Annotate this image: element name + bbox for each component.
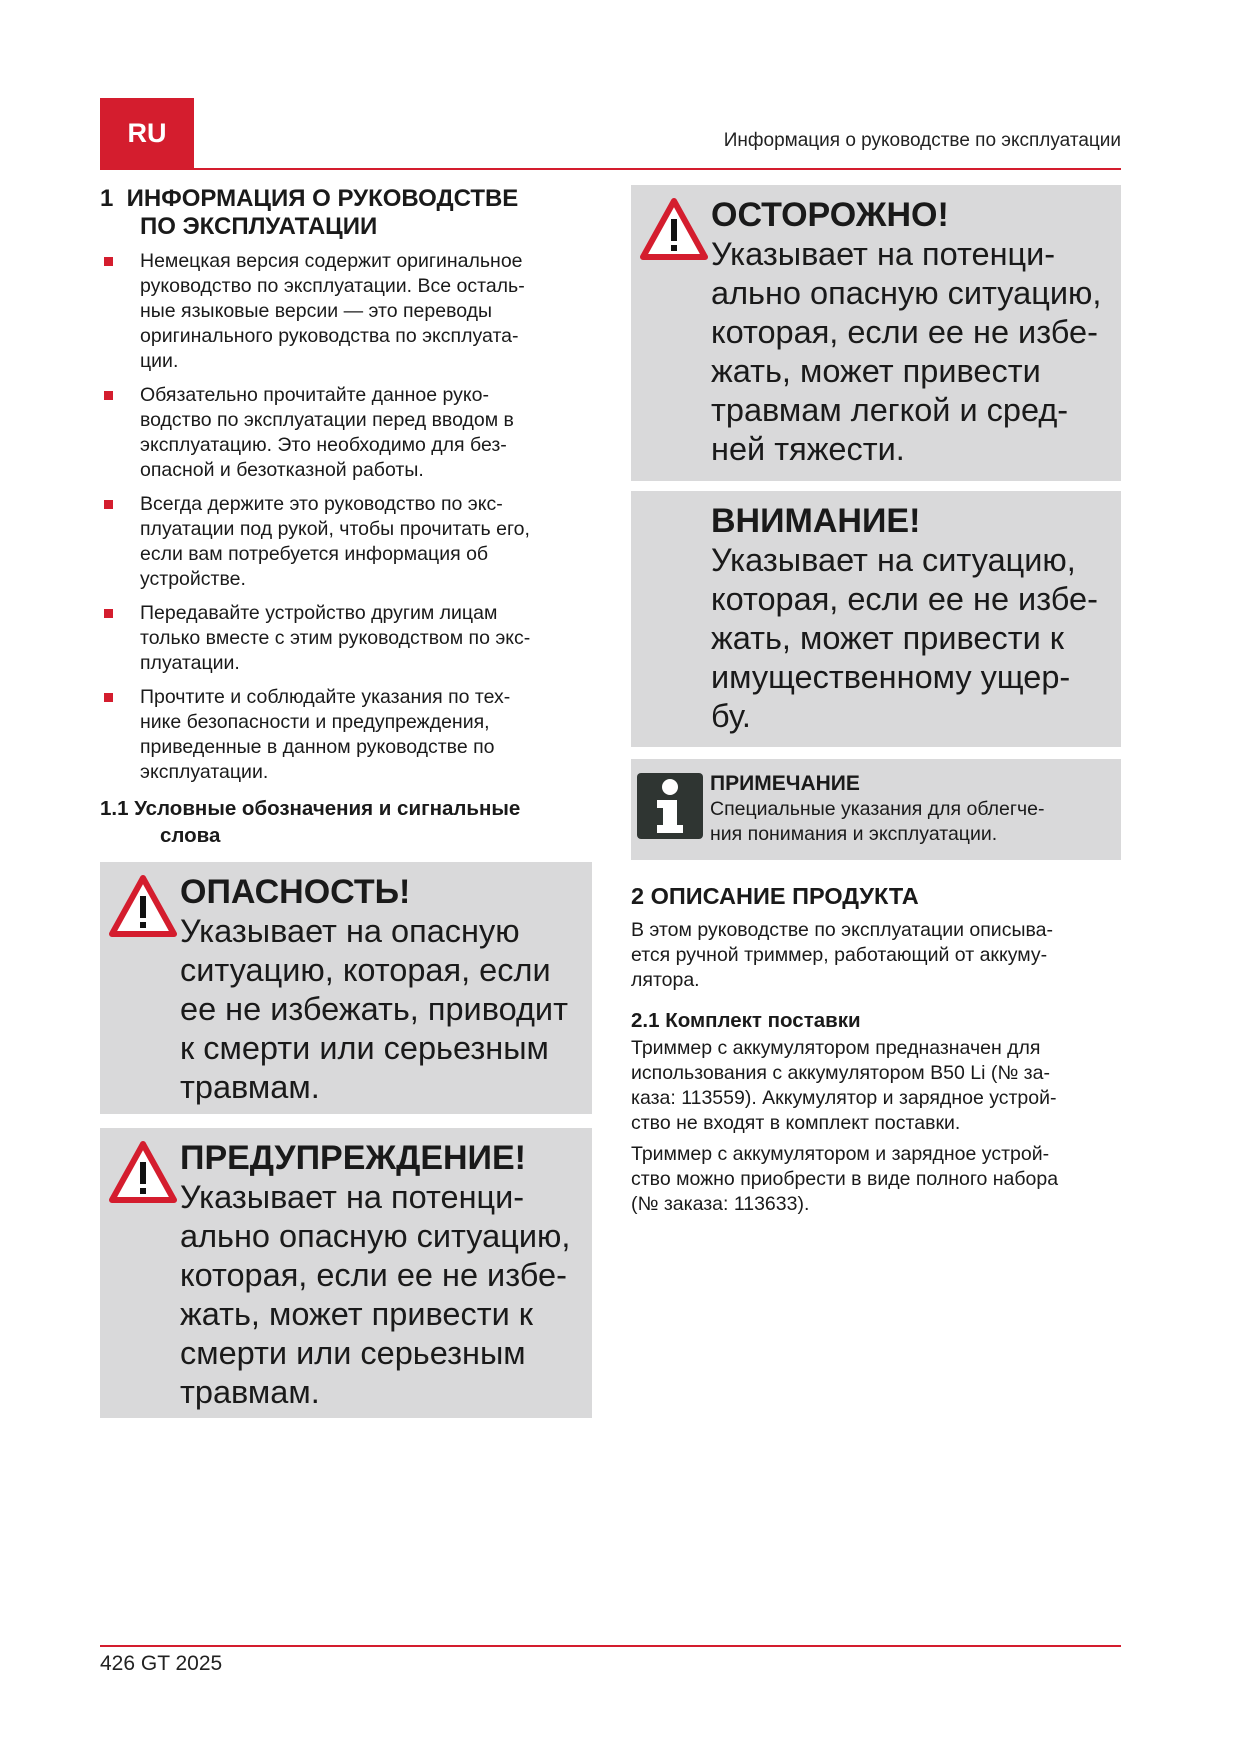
- notice-box: [631, 491, 1121, 747]
- warning-box: [100, 1128, 592, 1418]
- info-icon: [637, 773, 703, 839]
- caution-text: Указывает на потенци- ально опасную ситуацию, которая, если ее не избе- жать, может привести травмам легкой и сред- ней тяжести.: [711, 236, 1102, 467]
- bullet-square-icon: [104, 693, 113, 702]
- warning-triangle-icon: [108, 1140, 178, 1204]
- delivery-paragraph-2: Триммер с аккумулятором и зарядное устрой- ство можно приобрести в виде полного набора (№ заказа: 113633).: [631, 1143, 1059, 1215]
- bullet-square-icon: [104, 609, 113, 618]
- note-text: Специальные указания для облегче- ния понимания и эксплуатации.: [710, 798, 1045, 845]
- section-2-text: В этом руководстве по эксплуатации описыва- ется ручной триммер, работающий от аккуму- лятора.: [631, 919, 1053, 991]
- notice-text: Указывает на ситуацию, которая, если ее не избе- жать, может привести к имущественному ущер- бу.: [711, 542, 1098, 734]
- section-1-heading: 1 ИНФОРМАЦИЯ О РУКОВОДСТВЕ ПО ЭКСПЛУАТАЦИИ: [100, 185, 519, 240]
- danger-box: [100, 862, 592, 1114]
- list-item: Обязательно прочитайте данное руко- водство по эксплуатации перед вводом в эксплуатацию. Это необходимо для без- опасной и безотказной работы.: [100, 383, 592, 483]
- section-1-1-heading: 1.1 Условные обозначения и сигнальные слова: [100, 797, 521, 847]
- info-bullet-list: [100, 249, 592, 785]
- caution-title: ОСТОРОЖНО!: [711, 196, 949, 234]
- bullet-square-icon: [104, 391, 113, 400]
- section-2-heading: 2 ОПИСАНИЕ ПРОДУКТА: [631, 883, 919, 909]
- left-column: [100, 185, 592, 1418]
- notice-title: ВНИМАНИЕ!: [711, 502, 921, 540]
- warning-text: Указывает на потенци- ально опасную ситуацию, которая, если ее не избе- жать, может привести к смерти или серьезным травмам.: [180, 1179, 571, 1410]
- header-rule: [100, 168, 1121, 170]
- note-box: [631, 759, 1121, 860]
- list-item: Немецкая версия содержит оригинальное руководство по эксплуатации. Все осталь- ные языковые версии — это переводы оригинального руководства по эксплуата- ции.: [100, 249, 592, 374]
- bullet-square-icon: [104, 500, 113, 509]
- note-title: ПРИМЕЧАНИЕ: [710, 772, 860, 795]
- page-footer: 426 GT 2025: [100, 1652, 223, 1675]
- list-item: Передавайте устройство другим лицам только вместе с этим руководством по экс- плуатации.: [100, 601, 592, 676]
- delivery-paragraph-1: Триммер с аккумулятором предназначен для использования с аккумулятором B50 Li (№ за- каза: 113559). Аккумулятор и зарядное устрой- ство не входят в комплект поставки.: [631, 1037, 1057, 1134]
- danger-title: ОПАСНОСТЬ!: [180, 873, 411, 911]
- header-title: Информация о руководстве по эксплуатации: [723, 130, 1121, 151]
- warning-triangle-icon: [108, 874, 178, 938]
- section-2-1-heading: 2.1 Комплект поставки: [631, 1009, 861, 1032]
- warning-triangle-icon: [639, 197, 709, 261]
- list-item: Всегда держите это руководство по экс- плуатации под рукой, чтобы прочитать его, если вам потребуется информация об устройстве.: [100, 492, 592, 592]
- danger-text: Указывает на опасную ситуацию, которая, если ее не избежать, приводит к смерти или серьезным травмам.: [180, 913, 568, 1105]
- warning-title: ПРЕДУПРЕЖДЕНИЕ!: [180, 1139, 526, 1177]
- language-tab: RU: [100, 98, 194, 168]
- caution-box: [631, 185, 1121, 481]
- right-column: [631, 185, 1121, 1217]
- list-item: Прочтите и соблюдайте указания по тех- нике безопасности и предупреждения, приведенные в данном руководстве по эксплуатации.: [100, 685, 592, 785]
- bullet-square-icon: [104, 257, 113, 266]
- footer-rule: [100, 1645, 1121, 1647]
